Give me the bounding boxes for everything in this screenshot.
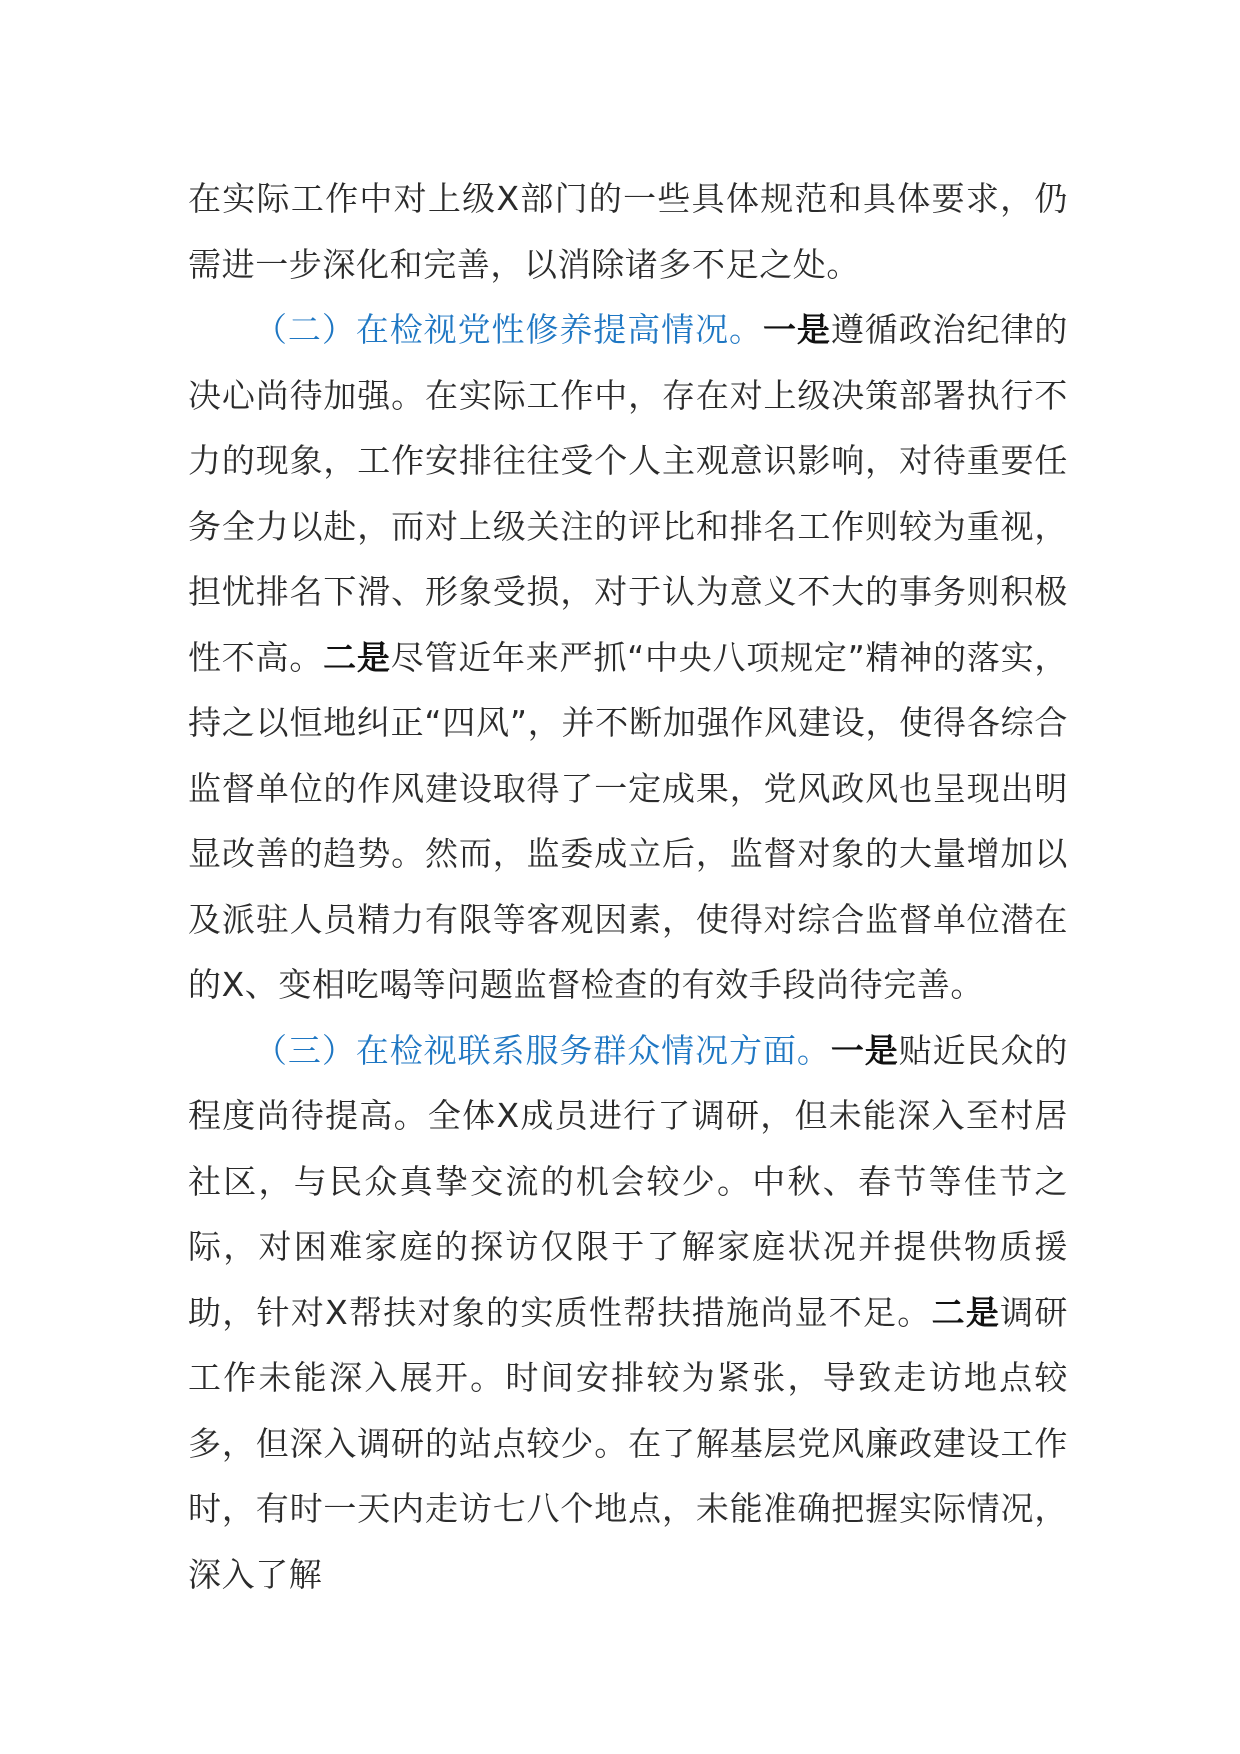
point-label-1: 一是	[762, 310, 831, 349]
paragraph-serving-masses	[188, 1018, 1068, 1608]
document-body	[188, 166, 1068, 1607]
point-label-2: 二是	[323, 637, 391, 677]
section-heading-3: （三）在检视联系服务群众情况方面。	[254, 1030, 831, 1070]
paragraph-text: 在实际工作中对上级X部门的一些具体规范和具体要求，仍需进一步深化和完善，以消除诸多不足之处。	[188, 179, 1068, 284]
point-text-1: 贴近民众的程度尚待提高。全体X成员进行了调研，但未能深入至村居社区，与民众真挚交流的机会较少。中秋、春节等佳节之际，对困难家庭的探访仅限于了解家庭状况并提供物质援助，针对X帮扶对象的实质性帮扶措施尚显不足。	[188, 1030, 1069, 1332]
paragraph-party-spirit	[188, 297, 1068, 1018]
point-text-1: 遵循政治纪律的决心尚待加强。在实际工作中，存在对上级决策部署执行不力的现象，工作安排往往受个人主观意识影响，对待重要任务全力以赴，而对上级关注的评比和排名工作则较为重视，担忧排名下滑、形象受损，对于认为意义不大的事务则积极性不高。	[188, 310, 1069, 677]
point-text-2: 尽管近年来严抓“中央八项规定”精神的落实，持之以恒地纠正“四风”，并不断加强作风建设，使得各综合监督单位的作风建设取得了一定成果，党风政风也呈现出明显改善的趋势。然而，监委成立后，监督对象的大量增加以及派驻人员精力有限等客观因素，使得对综合监督单位潜在的X、变相吃喝等问题监督检查的有效手段尚待完善。	[188, 637, 1068, 1004]
section-heading-2: （二）在检视党性修养提高情况。	[254, 310, 763, 349]
point-text-2: 调研工作未能深入展开。时间安排较为紧张，导致走访地点较多，但深入调研的站点较少。在了解基层党风廉政建设工作时，有时一天内走访七八个地点，未能准确把握实际情况，深入了解	[188, 1292, 1068, 1594]
point-label-1: 一是	[830, 1030, 899, 1070]
point-label-2: 二是	[931, 1292, 1001, 1332]
paragraph-continuation	[188, 166, 1068, 297]
